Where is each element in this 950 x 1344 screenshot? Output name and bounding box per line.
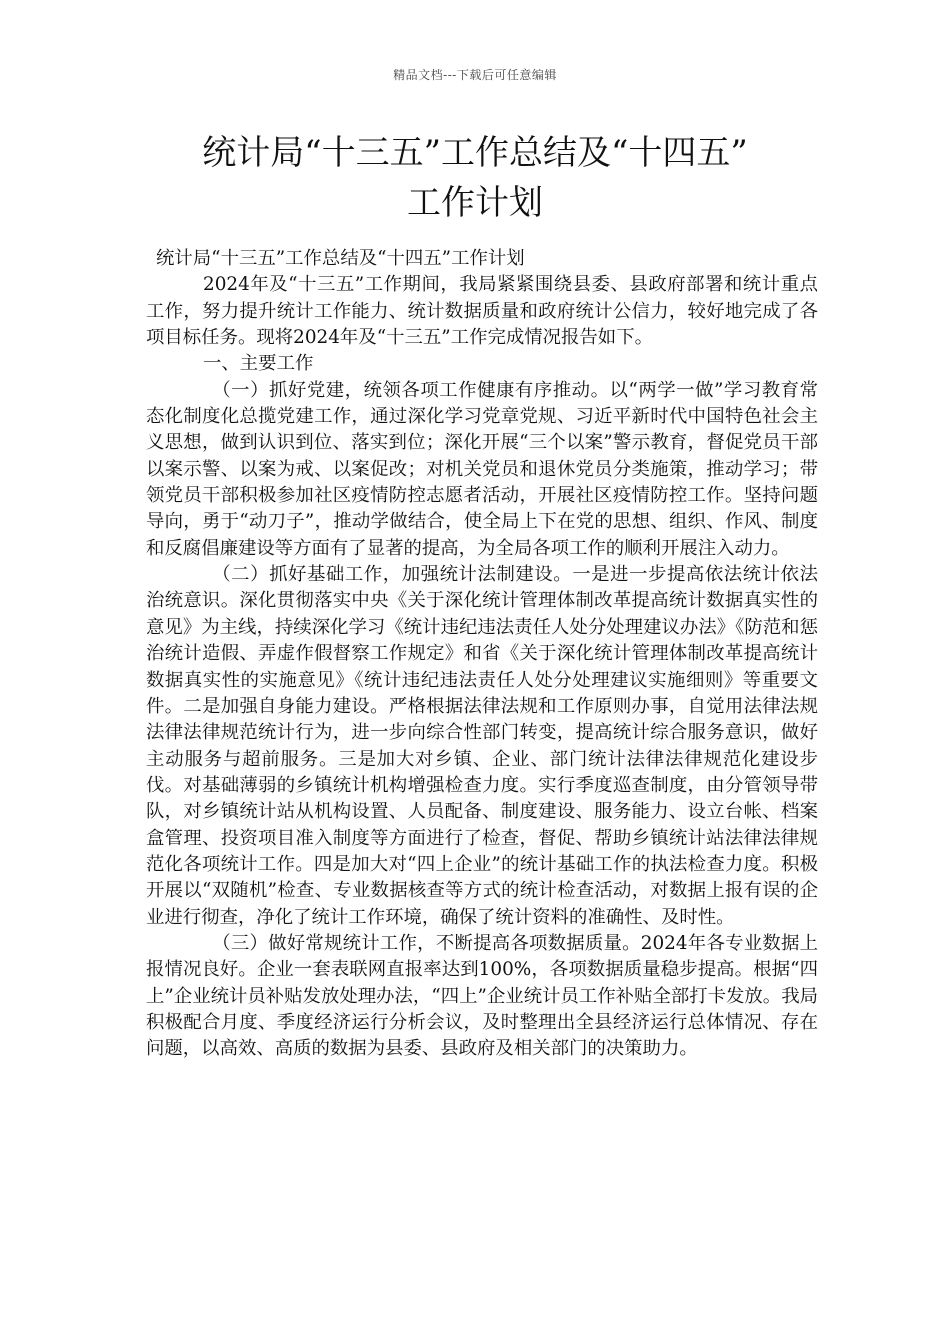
document-body [146, 246, 818, 1063]
paragraph-item-2: （二）抓好基础工作，加强统计法制建设。一是进一步提高依法统计依法治统意识。深化贯彻落实中央《关于深化统计管理体制改革提高统计数据真实性的意见》为主线，持续深化学习《统计违纪违法责任人处分处理建议办法》《防范和惩治统计造假、弄虚作假督察工作规定》和省《关于深化统计管理体制改革提高统计数据真实性的实施意见》《统计违纪违法责任人处分处理建议实施细则》等重要文件。二是加强自身能力建设。严格根据法律法规和工作原则办事，自觉用法律法规法律法律规范统计行为，进一步向综合性部门转变，提高统计综合服务意识，做好主动服务与超前服务。三是加大对乡镇、企业、部门统计法律法律规范化建设步伐。对基础薄弱的乡镇统计机构增强检查力度。实行季度巡查制度，由分管领导带队，对乡镇统计站从机构设置、人员配备、制度建设、服务能力、设立台帐、档案盒管理、投资项目准入制度等方面进行了检查，督促、帮助乡镇统计站法律法律规范化各项统计工作。四是加大对“四上企业”的统计基础工作的执法检查力度。积极开展以“双随机”检查、专业数据核查等方式的统计检查活动，对数据上报有误的企业进行彻查，净化了统计工作环境，确保了统计资料的准确性、及时性。 [146, 564, 818, 928]
paragraph-item-3: （三）做好常规统计工作，不断提高各项数据质量。2024年各专业数据上报情况良好。企业一套表联网直报率达到100%，各项数据质量稳步提高。根据“四上”企业统计员补贴发放处理办法，“四上”企业统计员工作补贴全部打卡发放。我局积极配合月度、季度经济运行分析会议，及时整理出全县经济运行总体情况、存在问题，以高效、高质的数据为县委、县政府及相关部门的决策助力。 [146, 932, 818, 1060]
intro-paragraph: 2024年及“十三五”工作期间，我局紧紧围绕县委、县政府部署和统计重点工作，努力提升统计工作能力、统计数据质量和政府统计公信力，较好地完成了各项目标任务。现将2024年及“十三五”工作完成情况报告如下。 [146, 274, 818, 349]
header-note: 精品文档---下载后可任意编辑 [393, 68, 557, 82]
paragraph-item-1: （一）抓好党建，统领各项工作健康有序推动。以“两学一做”学习教育常态化制度化总揽党建工作，通过深化学习党章党规、习近平新时代中国特色社会主义思想，做到认识到位、落实到位；深化开展“三个以案”警示教育，督促党员干部以案示警、以案为戒、以案促改；对机关党员和退休党员分类施策，推动学习；带领党员干部积极参加社区疫情防控志愿者活动，开展社区疫情防控工作。坚持问题导向，勇于“动刀子”，推动学做结合，使全局上下在党的思想、组织、作风、制度和反腐倡廉建设等方面有了显著的提高，为全局各项工作的顺利开展注入动力。 [146, 379, 818, 559]
document-subtitle: 统计局“十三五”工作总结及“十四五”工作计划 [156, 248, 525, 269]
title-line-1: 统计局“十三五”工作总结及“十四五” [202, 133, 748, 173]
section-heading-main-work: 一、主要工作 [203, 353, 314, 375]
title-line-2: 工作计划 [407, 183, 543, 223]
page-title [140, 128, 810, 228]
